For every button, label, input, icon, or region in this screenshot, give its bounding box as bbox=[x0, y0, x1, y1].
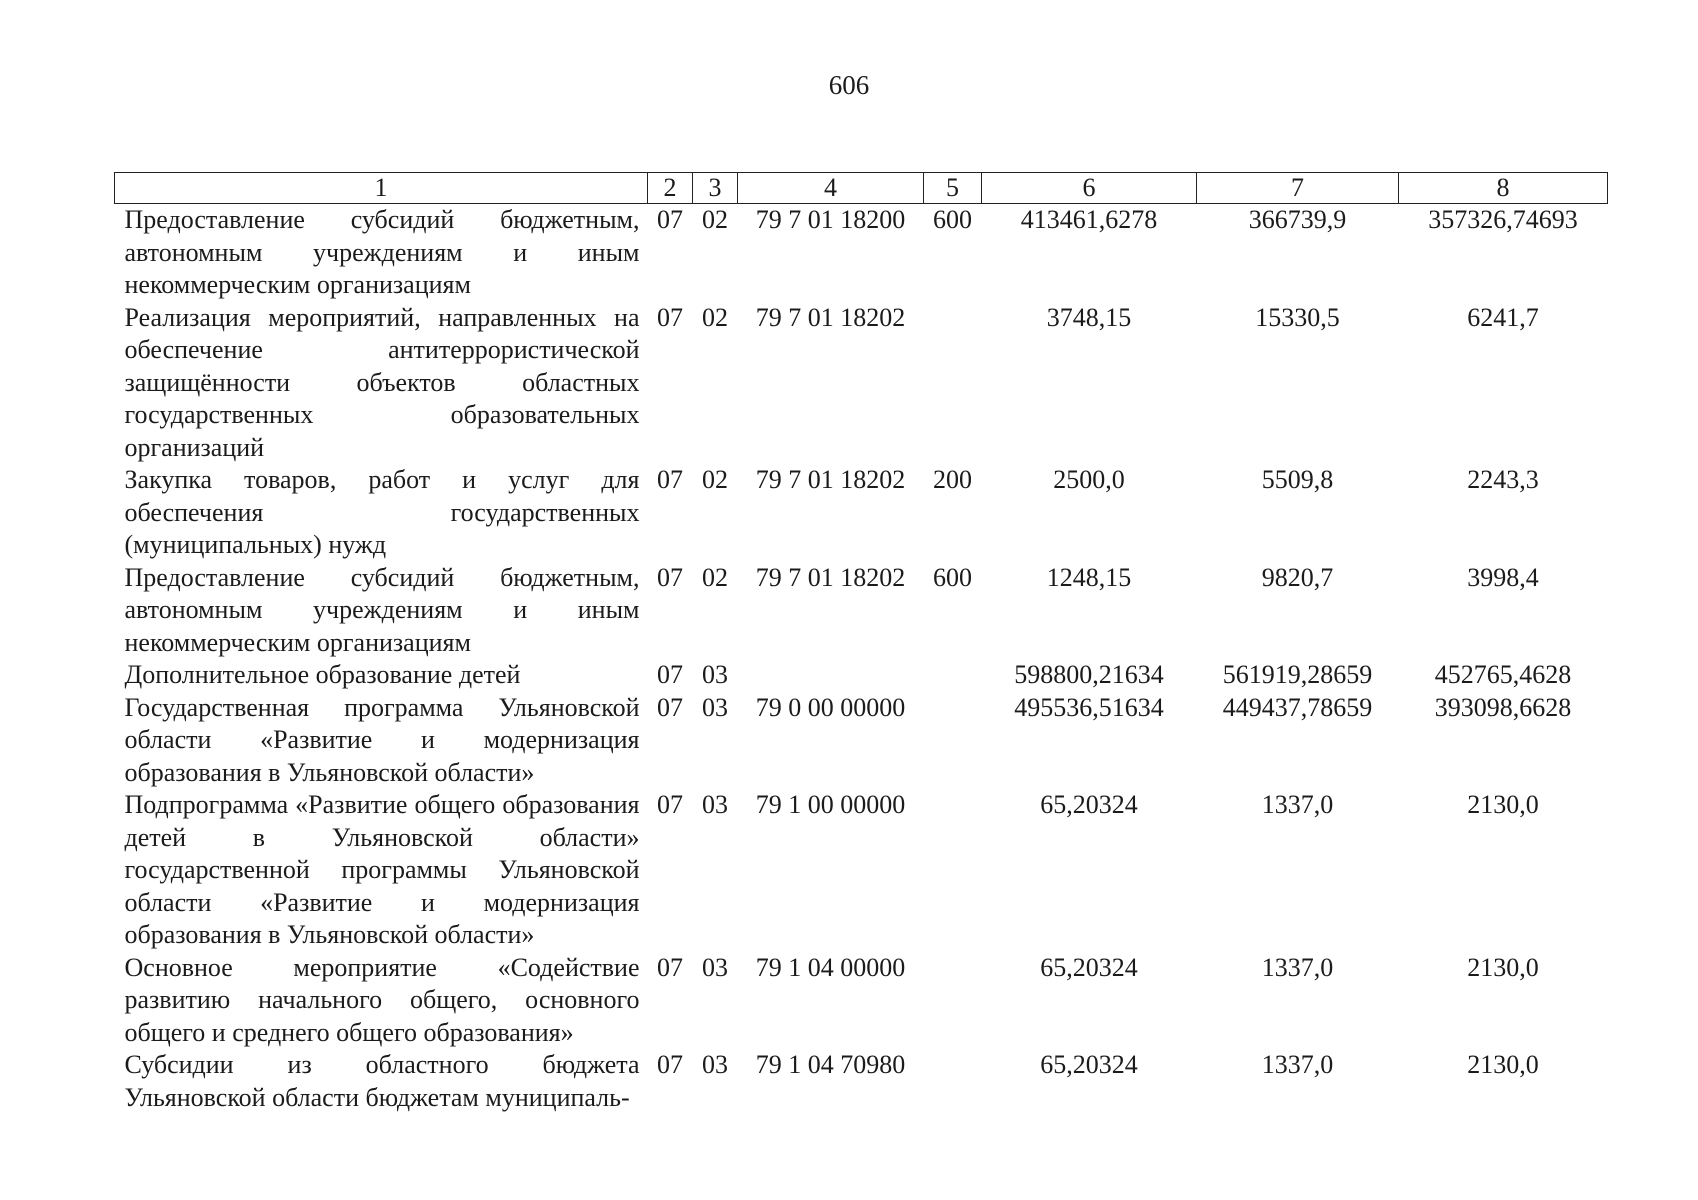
table-row bbox=[115, 659, 1608, 692]
amount-col-7: 449437,78659 bbox=[1222, 692, 1373, 722]
target-article-code: 79 1 00 00000 bbox=[755, 790, 906, 819]
subsection-code: 02 bbox=[702, 465, 728, 494]
budget-table bbox=[114, 172, 1608, 1114]
amount-col-8: 2130,0 bbox=[1467, 1050, 1539, 1079]
subsection-code: 03 bbox=[702, 790, 728, 819]
section-code: 07 bbox=[657, 302, 683, 332]
row-name: Дополнительное образование детей bbox=[124, 660, 521, 689]
section-code: 07 bbox=[657, 465, 683, 494]
subsection-code: 02 bbox=[702, 205, 728, 234]
amount-col-7: 9820,7 bbox=[1261, 562, 1334, 592]
row-name: Закупка товаров, работ и услуг для обеспечения государственных (муниципальных) нужд bbox=[124, 465, 640, 559]
section-code: 07 bbox=[657, 790, 683, 819]
expense-type-code: 600 bbox=[933, 562, 972, 592]
amount-col-7: 1337,0 bbox=[1261, 952, 1334, 982]
table-row bbox=[115, 562, 1608, 660]
expense-type-code bbox=[924, 952, 982, 1050]
section-code: 07 bbox=[657, 205, 683, 234]
target-article-code: 79 0 00 00000 bbox=[755, 692, 906, 722]
header-col-5: 5 bbox=[924, 173, 982, 204]
table-row bbox=[115, 204, 1608, 302]
target-article-code: 79 1 04 00000 bbox=[755, 952, 906, 982]
section-code: 07 bbox=[657, 952, 683, 982]
expense-type-code bbox=[924, 302, 982, 465]
amount-col-6: 2500,0 bbox=[1053, 465, 1125, 494]
expense-type-code: 600 bbox=[933, 205, 972, 234]
table-header bbox=[115, 173, 1608, 204]
header-col-3: 3 bbox=[693, 173, 738, 204]
header-col-1: 1 bbox=[115, 173, 648, 204]
expense-type-code: 200 bbox=[933, 465, 972, 494]
expense-type-code bbox=[924, 659, 982, 692]
amount-col-8: 452765,4628 bbox=[1434, 660, 1572, 689]
header-row bbox=[115, 173, 1608, 204]
amount-col-8: 2243,3 bbox=[1467, 465, 1539, 494]
subsection-code: 03 bbox=[702, 952, 728, 982]
expense-type-code bbox=[924, 1049, 982, 1114]
table-row bbox=[115, 1049, 1608, 1114]
subsection-code: 03 bbox=[702, 660, 728, 689]
expense-type-code bbox=[924, 789, 982, 952]
table-row bbox=[115, 952, 1608, 1050]
amount-col-6: 65,20324 bbox=[1040, 790, 1138, 819]
header-col-2: 2 bbox=[648, 173, 693, 204]
subsection-code: 03 bbox=[702, 1050, 728, 1079]
target-article-code bbox=[738, 659, 924, 692]
expense-type-code bbox=[924, 692, 982, 790]
amount-col-6: 65,20324 bbox=[1040, 952, 1138, 982]
row-name: Государственная программа Ульяновской области «Развитие и модернизация образования в Ульяновской области» bbox=[124, 692, 640, 787]
table-row bbox=[115, 789, 1608, 952]
amount-col-8: 6241,7 bbox=[1467, 302, 1539, 332]
subsection-code: 02 bbox=[702, 562, 728, 592]
row-name: Подпрограмма «Развитие общего образования детей в Ульяновской области» государственной программы Ульяновской области «Развитие и модернизация образования в Ульяновской области» bbox=[124, 790, 640, 949]
amount-col-8: 357326,74693 bbox=[1428, 205, 1578, 234]
page-number: 606 bbox=[828, 70, 870, 100]
row-name: Предоставление субсидий бюджетным, автономным учреждениям и иным некоммерческим организациям bbox=[124, 562, 640, 657]
amount-col-7: 366739,9 bbox=[1248, 205, 1347, 234]
subsection-code: 03 bbox=[702, 692, 728, 722]
header-col-8: 8 bbox=[1399, 173, 1608, 204]
amount-col-6: 65,20324 bbox=[1040, 1050, 1138, 1079]
row-name: Субсидии из областного бюджета Ульяновской области бюджетам муниципаль- bbox=[124, 1050, 640, 1112]
header-col-4: 4 bbox=[738, 173, 924, 204]
table-body bbox=[115, 204, 1608, 1115]
amount-col-7: 1337,0 bbox=[1261, 790, 1334, 819]
row-name: Реализация мероприятий, направленных на обеспечение антитеррористической защищённости объектов областных государственных образовательных организаций bbox=[124, 302, 640, 462]
row-name: Предоставление субсидий бюджетным, автономным учреждениям и иным некоммерческим организациям bbox=[124, 205, 640, 299]
target-article-code: 79 7 01 18202 bbox=[755, 302, 906, 332]
section-code: 07 bbox=[657, 562, 683, 592]
target-article-code: 79 1 04 70980 bbox=[755, 1050, 906, 1079]
amount-col-8: 3998,4 bbox=[1467, 562, 1539, 592]
section-code: 07 bbox=[657, 660, 683, 689]
subsection-code: 02 bbox=[702, 302, 728, 332]
amount-col-7: 5509,8 bbox=[1261, 465, 1334, 494]
amount-col-6: 3748,15 bbox=[1046, 302, 1132, 332]
amount-col-7: 561919,28659 bbox=[1222, 660, 1373, 689]
amount-col-8: 2130,0 bbox=[1467, 952, 1539, 982]
amount-col-6: 1248,15 bbox=[1046, 562, 1132, 592]
table-row bbox=[115, 302, 1608, 465]
section-code: 07 bbox=[657, 692, 683, 722]
amount-col-7: 15330,5 bbox=[1255, 302, 1340, 332]
target-article-code: 79 7 01 18202 bbox=[755, 465, 906, 494]
target-article-code: 79 7 01 18200 bbox=[755, 205, 906, 234]
amount-col-6: 495536,51634 bbox=[1014, 692, 1164, 722]
amount-col-8: 2130,0 bbox=[1467, 790, 1539, 819]
target-article-code: 79 7 01 18202 bbox=[755, 562, 906, 592]
section-code: 07 bbox=[657, 1050, 683, 1079]
amount-col-6: 413461,6278 bbox=[1020, 205, 1158, 234]
amount-col-7: 1337,0 bbox=[1261, 1050, 1334, 1079]
amount-col-8: 393098,6628 bbox=[1434, 692, 1572, 722]
amount-col-6: 598800,21634 bbox=[1014, 660, 1164, 689]
table-row bbox=[115, 692, 1608, 790]
table-row bbox=[115, 464, 1608, 562]
row-name: Основное мероприятие «Содействие развитию начального общего, основного общего и среднего общего образования» bbox=[124, 952, 640, 1047]
header-col-6: 6 bbox=[982, 173, 1197, 204]
header-col-7: 7 bbox=[1197, 173, 1399, 204]
